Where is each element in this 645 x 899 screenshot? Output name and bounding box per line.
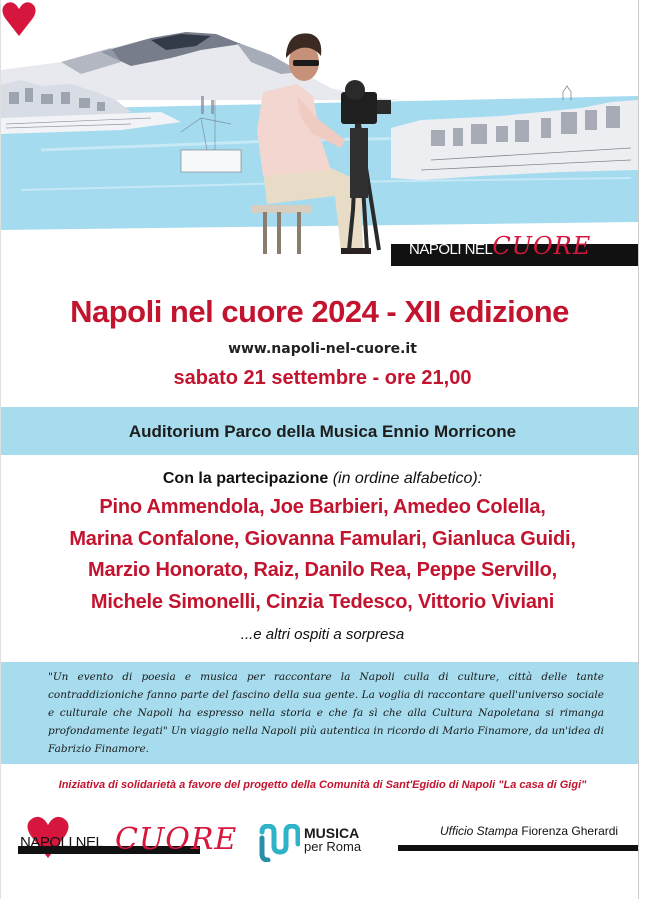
participation-heading (0, 470, 645, 488)
solidarity-note: Iniziativa di solidarietà a favore del progetto della Comunità di Sant'Egidio di Napoli "La casa di Gigi" (58, 779, 587, 791)
surprise-guests-note: ...e altri ospiti a sorpresa (240, 626, 405, 643)
hero-illustration (1, 0, 638, 275)
press-office (440, 824, 618, 838)
press-office-bar (398, 845, 638, 851)
footer-logo-napoli-text: NAPOLI NEL (20, 834, 104, 851)
logo-napoli-text: NAPOLI NEL (409, 241, 493, 258)
performers-line: Pino Ammendola, Joe Barbieri, Amedeo Colella, (99, 496, 546, 518)
performers-line: Marzio Honorato, Raiz, Danilo Rea, Peppe Servillo, (88, 559, 557, 581)
logo-cuore-text: CUORE (492, 232, 592, 260)
performers-line: Marina Confalone, Giovanna Famulari, Gianluca Guidi, (69, 527, 576, 550)
footer-logo-cuore-text: CUORE (115, 822, 238, 857)
event-date: sabato 21 settembre - ore 21,00 (173, 367, 472, 389)
participation-note: (in ordine alfabetico): (332, 470, 483, 487)
heart-icon (1, 0, 37, 38)
event-description-quote: "Un evento di poesia e musica per raccontare la Napoli culla di culture, città delle tante contraddizioniche fanno parte del fascino della sua gente. La voglia di raccontare quell'universo sociale e culturale che Napoli ha espresso nella storia e che fa sì che alla Cultura Napoletana si rimanga profondamente legati" Un viaggio nella Napoli più autentica in ricordo di Mario Finamore, da un'idea di Fabrizio Finamore. (48, 671, 604, 755)
venue-name: Auditorium Parco della Musica Ennio Morricone (128, 422, 517, 441)
event-title: Napoli nel cuore 2024 - XII edizione (70, 294, 569, 329)
website-link[interactable]: www.napoli-nel-cuore.it (228, 341, 417, 357)
press-office-label: Ufficio Stampa (440, 824, 519, 838)
performers-list (0, 492, 645, 618)
performers-line: Michele Simonelli, Cinzia Tedesco, Vittorio Viviani (90, 590, 555, 613)
per-roma-text: per Roma (304, 839, 362, 854)
press-office-name: Fiorenza Gherardi (521, 824, 619, 838)
musica-text: MUSICA (304, 825, 360, 841)
musica-per-roma-icon (258, 824, 300, 862)
musica-per-roma-logo (304, 826, 361, 854)
event-logo (409, 232, 591, 260)
participation-label: Con la partecipazione (162, 470, 329, 487)
